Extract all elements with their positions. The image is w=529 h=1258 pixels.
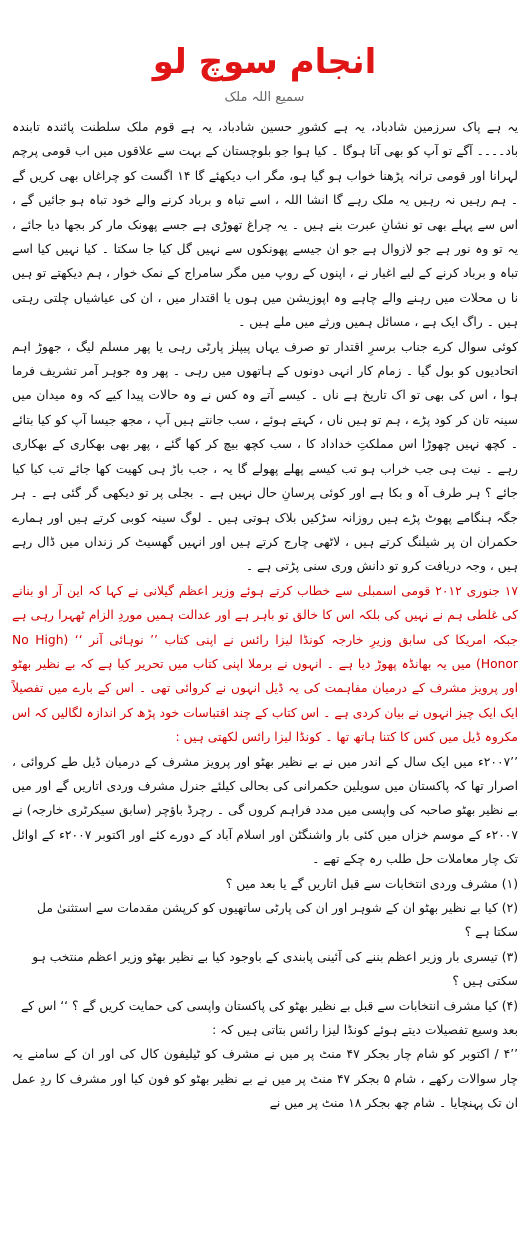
question-item: (۴) کیا مشرف انتخابات سے قبل بے نظیر بھٹو کی پاکستان واپسی کی حمایت کریں گے ؟ ‘‘ اس کے بعد وسیع تفصیلات دیتے ہوئے کونڈا لیزا رائس بتاتی ہیں کہ : — [20, 998, 518, 1038]
paragraph-quote: ’’۲۰۰۷ء میں ایک سال کے اندر میں نے بے نظیر بھٹو اور پرویز مشرف کے درمیان ڈیل طے کروائی ، اصرار تھا کہ پاکستان میں سویلین حکمرانی کی بحالی کیلئے جنرل مشرف وردی اتاریں گے اور میں بے نظیر بھٹو صاحبہ کی واپسی میں مدد فراہم کروں گی ۔ رچرڈ باؤچر (سابق سیکرٹری خارجہ) نے ۲۰۰۷ء کے موسم خزاں میں کئی بار واشنگٹن اور اسلام آباد کے دورے کئے اور اکتوبر ۲۰۰۷ء کے اوائل تک چار معاملات حل طلب رہ چکے تھے ۔ — [12, 754, 519, 867]
paragraph-rulers: کوئی سوال کرے جناب برسرِ اقتدار تو صرف یہاں پیپلز پارٹی رہی یا پھر مسلم لیگ ، جھوڑ اہم اتحادیوں کو بول گیا ۔ زمام کار انہی دونوں کے ہاتھوں میں رہی ۔ پھر وہ جوہر آمر تشریف فرما ہوا ، اس کی بھی تو اک تاریخ ہے ناں ۔ کیسے آتے وہ کس نے وہ حالات پیدا کیے کہ وہ میدان میں سینہ تان کر کود پڑے ، ہم تو ہیں ناں ، کہتے ہوئے ، سب جانتے ہیں آپ ، مجھ جیسا آپ کو کیا بتائے ۔ کچھ نہیں چھوڑا اس مملکتِ خداداد کا ، سب کچھ بیچ کر کھا گئے ، پھر بھی بھکاری کے بھکاری رہے ۔ نیت ہی جب خراب ہو تب کیسے پھلے پھولے گا یہ ، جب باڑ ہی کھیت کھا جائے تب کیا کیا جائے ؟ ہر طرف آہ و بکا ہے اور کوئی پرسانِ حال نہیں ہے ۔ بجلی پر تو دیکھی گر گئی ہے ۔ ہر جگہ ہنگامے پھوٹ پڑے ہیں روزانہ سڑکیں بلاک ہوتی ہیں ۔ لوگ سینہ کوبی کرتے ہیں اور ہمارے حکمران ان پر شیلنگ کرتے ہیں ، لاٹھی چارج کرتے ہیں اور انہیں گھسیٹ کر زنداں میں ڈال رہے ہیں ، وجہ دریافت کرو تو دانش وری سنی پڑتی ہے ۔ — [12, 339, 518, 574]
author-byline: سمیع اللہ ملک — [224, 90, 305, 105]
article-body — [12, 115, 518, 1116]
question-item: (۳) تیسری بار وزیر اعظم بننے کی آئینی پابندی کے باوجود کیا بے نظیر بھٹو وزیر اعظم منتخب ہو سکتی ہیں ؟ — [32, 949, 518, 989]
question-list — [12, 872, 518, 1043]
question-item: (۲) کیا بے نظیر بھٹو ان کے شوہر اور ان کی پارٹی ساتھیوں کو کرپشن مقدمات سے استثنیٰ مل سکتا ہے ؟ — [37, 901, 518, 940]
article-title: انجام سوچ لو — [152, 42, 377, 82]
question-item: (۱) مشرف وردی انتخابات سے قبل اتاریں گے یا بعد میں ؟ — [225, 876, 518, 891]
paragraph-nro: ۱۷ جنوری ۲۰۱۲ قومی اسمبلی سے خطاب کرتے ہوئے وزیر اعظم گیلانی نے کہا کہ این آر او بنانے کی غلطی ہم نے نہیں کی بلکہ اس کا خالق تو باہر ہے اور عدالت ہمیں موردِ الزام ٹھہرا رہی ہے جبکہ امریکا کی سابق وزیرِ خارجہ کونڈا لیزا رائس نے اپنی کتاب ’’ نوہائی آنر ‘‘ (No High Honor) میں یہ بھانڈہ پھوڑ دیا ہے ۔ انہوں نے برملا اپنی کتاب میں تحریر کیا ہے کہ بے نظیر بھٹو اور پرویز مشرف کے درمیان مفاہمت کی یہ ڈیل انہوں نے کروائی تھی ۔ اس کے بارے میں تفصیلاً ایک ایک چیز انہوں نے بیان کردی ہے ۔ اس کتاب کے چند اقتباسات خود پڑھ کر اندازہ لگالیں کہ اس مکروہ ڈیل میں کس کا کتنا ہاتھ تھا ۔ کونڈا لیزا رائس لکھتی ہیں : — [12, 583, 518, 745]
paragraph-intro: یہ ہے پاک سرزمین شادباد، یہ ہے کشورِ حسین شادباد، یہ ہے قوم ملک سلطنت پائندہ تابندہ باد۔۔۔۔ آگے تو آپ کو بھی آتا ہوگا ۔ کیا ہوا جو بلوچستان کے بہت سے علاقوں میں اب قومی پرچم لہرانا اور قومی ترانہ پڑھنا خواب ہو گیا ہو، مگر اب دیکھئے گا ۱۴ اگست کو چراغاں بھی کریں گے ۔ ہم رہیں نہ رہیں یہ ملک رہے گا انشا اللہ ، اسے تباہ و برباد کرنے والے خود تباہ ہو جائیں گے ، اس سے پہلے بھی تو نشانِ عبرت بنے ہیں ۔ یہ چراغ تھوڑی ہے جسے پھونک مار کر بجھا دیا جائے ، یہ تو وہ نور ہے جو لازوال ہے جو ان جیسے پھونکوں سے نہیں گل کیا جا سکتا ۔ کیا نہیں کیا اسے تباہ و برباد کرنے کے لیے اغیار نے ، اپنوں کے روپ میں مگر سامراج کے نمک خوار ، ہم دیکھتے تو ہیں نا ں محلات میں رہنے والے چاہے وہ اپوزیشن میں ہوں یا اقتدار میں ، ان کی عیاشیاں چلتی رہتی ہیں ۔ راگ ایک ہے ، مسائل ہمیں ورثے میں ملے ہیں ۔ — [12, 120, 518, 330]
paragraph-closing: ’’۴ / اکتوبر کو شام چار بجکر ۴۷ منٹ پر میں نے مشرف کو ٹیلیفون کال کی اور ان کے سامنے یہ چار سوالات رکھے ، شام ۵ بجکر ۴۷ منٹ پر میں نے بے نظیر بھٹو کو فون کیا اور مشرف کا ردِ عمل ان تک پہنچایا ۔ شام چھ بجکر ۱۸ منٹ پر میں نے — [12, 1047, 519, 1111]
